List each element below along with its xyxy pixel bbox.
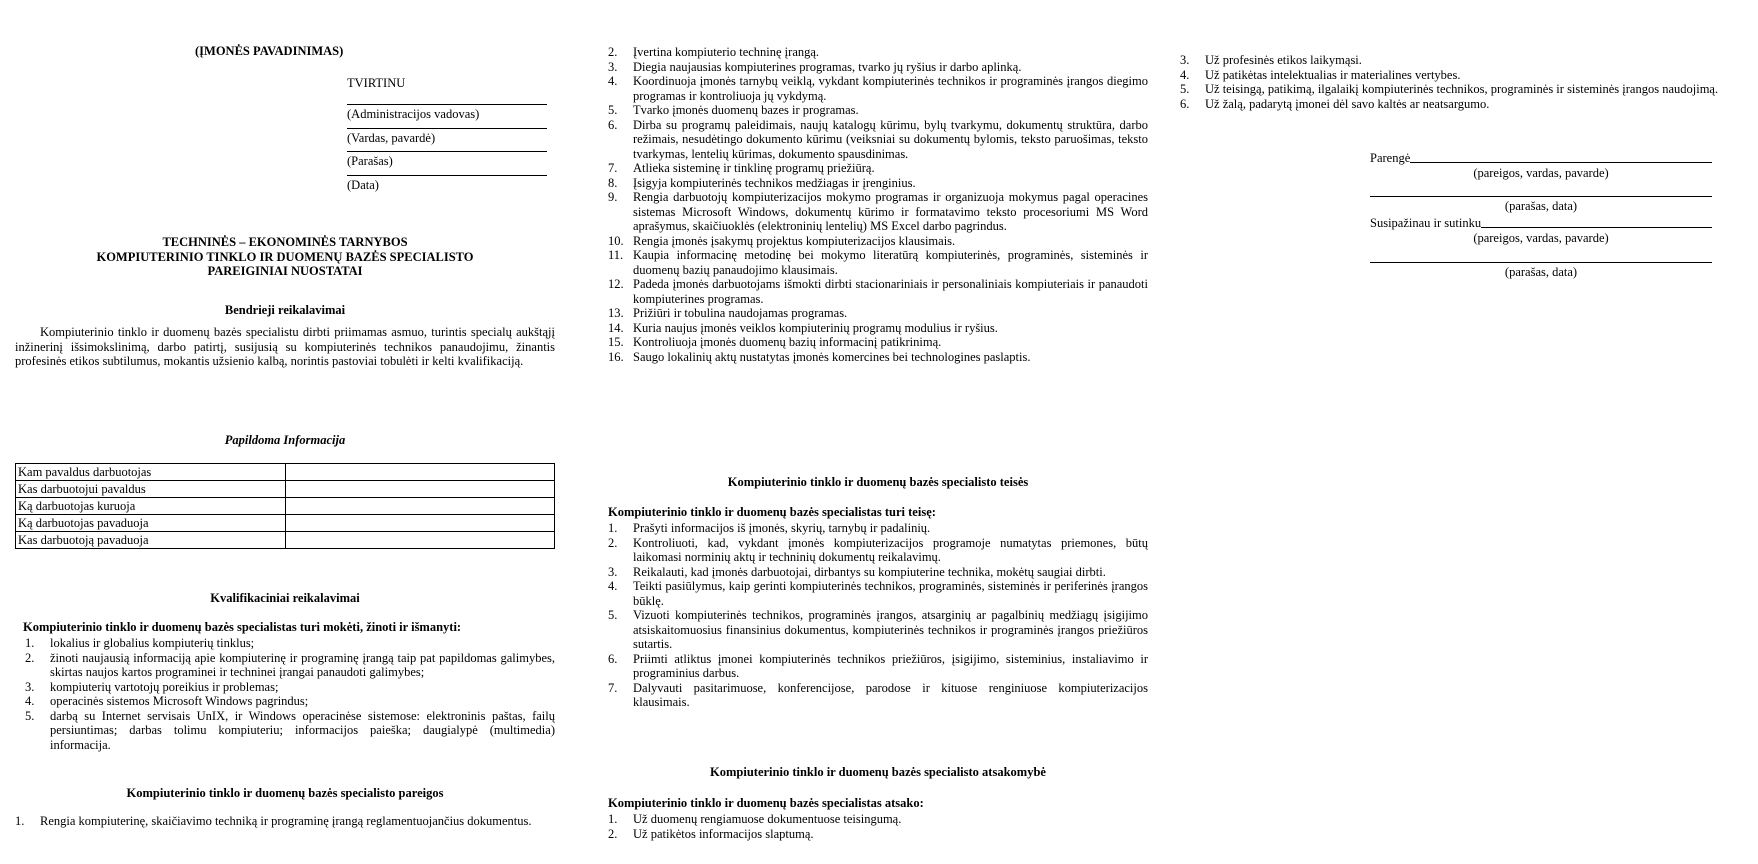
duty-item: [608, 60, 1148, 75]
list-text: Reikalauti, kad įmonės darbuotojai, dirbantys su kompiuterine technika, mokėtų saugiai dirbti.: [633, 564, 1106, 579]
additional-info-table: [15, 463, 555, 549]
responsibility-item: [608, 812, 1148, 827]
list-text: Kaupia informacinę metodinę bei mokymo literatūrą kompiuterinės, programinės, sisteminės ir duomenų bazių panaudojimo klausimais.: [633, 248, 1148, 277]
info-value: [286, 532, 555, 549]
list-number: 14.: [608, 320, 624, 335]
list-number: 3.: [25, 679, 35, 694]
list-text: Padeda įmonės darbuotojams išmokti dirbti stacionariniais ir personaliniais kompiuteriais ir panaudoti kompiuterines programas.: [633, 277, 1148, 306]
list-text: Atlieka sisteminę ir tinklinę programų priežiūrą.: [633, 161, 875, 175]
responsibility-list-continued: [1180, 53, 1720, 111]
list-number: 5.: [608, 103, 618, 117]
list-number: 8.: [608, 175, 618, 190]
agreed-label: Susipažinau ir sutinku: [1370, 216, 1482, 230]
list-number: 4.: [608, 74, 618, 88]
general-text: Kompiuterinio tinklo ir duomenų bazės specialistu dirbti priimamas asmuo, turintis specialų aukštąjį inžinerinį išsimokslinimą, darbo patirtį, susijusią su kompiuterinės technikos panaudojimu, žinantis profesinės etikos subtilumus, mokantis užsienio kalbą, norintis pastoviai tobulėti ir kelti kvalifikaciją.: [15, 325, 555, 368]
list-text: Rengia įmonės įsakymų projektus kompiuterizacijos klausimais.: [633, 233, 956, 248]
right-item: [608, 565, 1148, 580]
list-number: 6.: [608, 651, 618, 666]
list-text: Už profesinės etikos laikymąsi.: [1205, 53, 1362, 67]
qualification-item: [25, 636, 555, 651]
list-number: 1.: [608, 812, 618, 826]
duty-item: [15, 814, 555, 829]
info-value: [286, 481, 555, 498]
list-text: Dalyvauti pasitarimuose, konferencijose, parodose ir kituose renginiuose kompiuterizacijos klausimais.: [633, 680, 1148, 709]
list-text: Tvarko įmonės duomenų bazes ir programas.: [633, 103, 859, 117]
list-text: Vizuoti kompiuterinės technikos, programinės įrangos, atsarginių ar pagalbinių medžiagų įsigijimo atsiskaitomuosius finansinius dokumentus, kompiuterinės technikos ir programinės įrangos priežiūros sutartis.: [633, 608, 1148, 651]
list-number: 9.: [608, 190, 618, 204]
list-text: Kontroliuoti, kad, vykdant įmonės kompiuterizacijos programoje numatytas priemones, būtų laikomasi norminių aktų ir techninių dokumentų reikalavimų.: [633, 535, 1148, 564]
qualification-item: [25, 709, 555, 753]
prepared-signature-block: [1370, 151, 1712, 180]
agreed-caption: (pareigos, vardas, pavarde): [1473, 230, 1609, 245]
list-number: 15.: [608, 335, 624, 349]
right-item: [608, 536, 1148, 565]
table-row: [16, 532, 555, 549]
responsibility-list: [608, 812, 1148, 841]
additional-heading: Papildoma Informacija: [224, 433, 346, 447]
signature-line: [1410, 151, 1712, 163]
qualification-heading: Kvalifikaciniai reikalavimai: [210, 591, 360, 605]
list-number: 13.: [608, 306, 624, 320]
title-line-1: TECHNINĖS – EKONOMINĖS TARNYBOS: [162, 235, 408, 249]
list-text: Rengia darbuotojų kompiuterizacijos mokymo programas ir organizuoja mokymus pagal operacines sistemas Microsoft Windows, dokumentų kūrimo ir formatavimo teksto procesoriumi MS Word aprašymus, skaičiuoklės (elektroninių lentelių) MS Excel darbo pagrindus.: [633, 190, 1148, 233]
signature-line: [1481, 216, 1712, 228]
responsibility-item: [1180, 68, 1720, 83]
list-text: Kontroliuoja įmonės duomenų bazių informacinį patikrinimą.: [633, 335, 942, 349]
rights-subheading: Kompiuterinio tinklo ir duomenų bazės specialistas turi teisę:: [608, 505, 936, 519]
list-number: 1.: [608, 521, 618, 535]
signature-line: [1370, 196, 1712, 197]
duty-item: [608, 277, 1148, 306]
signature-line: [1370, 262, 1712, 263]
list-number: 4.: [608, 579, 618, 593]
right-item: [608, 579, 1148, 608]
document-title: [15, 235, 555, 279]
prepared-sign-date: [1370, 196, 1712, 214]
qualification-item: [25, 694, 555, 709]
list-number: 3.: [1180, 53, 1190, 67]
info-label: Kam pavaldus darbuotojas: [16, 464, 286, 481]
info-label: Ką darbuotojas pavaduoja: [16, 515, 286, 532]
right-item: [608, 652, 1148, 681]
list-number: 6.: [608, 117, 618, 132]
signature-line: [347, 128, 547, 129]
responsibility-heading: Kompiuterinio tinklo ir duomenų bazės specialisto atsakomybė: [710, 765, 1046, 779]
list-text: Už patikėtas intelektualias ir materialines vertybes.: [1205, 67, 1461, 82]
qualification-item: [25, 651, 555, 680]
right-item: [608, 681, 1148, 710]
list-text: Prašyti informacijos iš įmonės, skyrių, tarnybų ir padalinių.: [633, 521, 931, 535]
qualification-item: [25, 680, 555, 695]
duty-item: [608, 118, 1148, 162]
list-number: 1.: [15, 814, 25, 828]
list-text: Dirba su programų paleidimais, naujų katalogų kūrimu, bylų tvarkymu, dokumentų struktūra, darbo režimais, nesudėtingo dokumento kūrimu (veiksniai su dokumentų bylomis, teksto paruošimas, teksto tvarkymas, lentelių kūrimas, dokumento spausdinimas.: [633, 117, 1148, 161]
list-text: Už teisingą, patikimą, ilgalaikį kompiuterinės technikos, programinės ir sisteminės įrangos naudojimą.: [1205, 82, 1719, 96]
company-name: (ĮMONĖS PAVADINIMAS): [195, 44, 344, 58]
list-number: 5.: [25, 708, 35, 723]
list-text: kompiuterių vartotojų poreikius ir problemas;: [50, 679, 279, 694]
sign-field-name: (Vardas, pavardė): [347, 130, 436, 145]
list-text: lokalius ir globalius kompiuterių tinklus;: [50, 636, 255, 650]
duty-item: [608, 74, 1148, 103]
list-text: Teikti pasiūlymus, kaip gerinti kompiuterinės technikos, programinės, sisteminės ir periferinės įrangos būklę.: [633, 579, 1148, 608]
list-text: Prižiūri ir tobulina naudojamas programas.: [633, 306, 848, 320]
list-number: 5.: [1180, 82, 1190, 96]
prepared-sign-caption: (parašas, data): [1504, 199, 1578, 213]
info-label: Ką darbuotojas kuruoja: [16, 498, 286, 515]
list-number: 7.: [608, 680, 618, 695]
qualification-list: [25, 636, 555, 752]
list-number: 16.: [608, 349, 624, 364]
list-text: Diegia naujausias kompiuterines programas, tvarko jų ryšius ir darbo aplinką.: [633, 59, 1022, 74]
sign-block: [347, 96, 547, 192]
title-line-2: KOMPIUTERINIO TINKLO IR DUOMENŲ BAZĖS SPECIALISTO: [96, 249, 474, 264]
prepared-label: Parengė: [1370, 151, 1411, 165]
info-label: Kas darbuotojui pavaldus: [16, 481, 286, 498]
list-number: 11.: [608, 248, 624, 262]
list-text: Už patikėtos informacijos slaptumą.: [633, 826, 814, 841]
table-row: [16, 498, 555, 515]
list-number: 1.: [25, 636, 35, 650]
list-number: 4.: [1180, 67, 1190, 82]
duties-heading: Kompiuterinio tinklo ir duomenų bazės specialisto pareigos: [126, 786, 444, 800]
duties-list-continued: [608, 45, 1148, 364]
right-item: [608, 608, 1148, 652]
list-number: 5.: [608, 608, 618, 622]
list-text: Įsigyja kompiuterinės technikos medžiagas ir įrenginius.: [633, 175, 916, 190]
responsibility-item: [1180, 97, 1720, 112]
table-row: [16, 515, 555, 532]
list-number: 6.: [1180, 96, 1190, 111]
list-text: Saugo lokalinių aktų nustatytas įmonės komercines bei technologines paslaptis.: [633, 349, 1031, 364]
list-number: 12.: [608, 277, 624, 291]
signature-line: [347, 104, 547, 105]
agreed-sign-date: [1370, 262, 1712, 280]
list-text: Įvertina kompiuterio techninę įrangą.: [633, 45, 820, 59]
list-text: darbą su Internet servisais UnIX, ir Windows operacinėse sistemose: elektroninis paštas, failų persiuntimas; darbas tolimu kompiuteriu; informacijos paieška; daugialypė (multimedia) informacija.: [50, 708, 555, 752]
list-number: 2.: [608, 535, 618, 550]
table-row: [16, 464, 555, 481]
right-item: [608, 521, 1148, 536]
list-text: Už duomenų rengiamuose dokumentuose teisingumą.: [633, 812, 902, 826]
duty-item: [608, 176, 1148, 191]
responsibility-item: [608, 827, 1148, 842]
list-text: Koordinuoja įmonės tarnybų veiklą, vykdant kompiuterinės technikos ir programinės įrangos diegimo programas ir kontroliuoja jų vykdymą.: [633, 74, 1148, 103]
list-text: operacinės sistemos Microsoft Windows pagrindus;: [50, 694, 309, 708]
agreed-signature-block: [1370, 216, 1712, 245]
list-number: 3.: [608, 564, 618, 579]
approve-label: TVIRTINU: [347, 76, 406, 90]
duty-item: [608, 350, 1148, 365]
agreed-sign-caption: (parašas, data): [1504, 265, 1578, 279]
table-row: [16, 481, 555, 498]
info-value: [286, 498, 555, 515]
general-heading: Bendrieji reikalavimai: [224, 303, 346, 317]
list-number: 2.: [25, 650, 35, 665]
list-text: Rengia kompiuterinę, skaičiavimo techniką ir programinę įrangą reglamentuojančius dokumentus.: [40, 814, 532, 828]
prepared-caption: (pareigos, vardas, pavarde): [1473, 165, 1609, 180]
duties-list: [15, 814, 555, 829]
sign-field-date: (Data): [347, 177, 379, 192]
duty-item: [608, 248, 1148, 277]
list-number: 3.: [608, 59, 618, 74]
info-value: [286, 515, 555, 532]
sign-field-signature: (Parašas): [347, 154, 393, 168]
qualification-subheading: Kompiuterinio tinklo ir duomenų bazės specialistas turi mokėti, žinoti ir išmanyti:: [23, 620, 462, 634]
signature-line: [347, 151, 547, 152]
duty-item: [608, 45, 1148, 60]
responsibility-subheading: Kompiuterinio tinklo ir duomenų bazės specialistas atsako:: [608, 796, 924, 810]
duty-item: [608, 335, 1148, 350]
list-number: 2.: [608, 45, 618, 59]
sign-field-admin: (Administracijos vadovas): [347, 107, 480, 121]
title-line-3: PAREIGINIAI NUOSTATAI: [207, 264, 363, 278]
responsibility-item: [1180, 53, 1720, 68]
duty-item: [608, 306, 1148, 321]
info-value: [286, 464, 555, 481]
list-text: Kuria naujus įmonės veiklos kompiuterinių programų modulius ir ryšius.: [633, 320, 998, 335]
duty-item: [608, 234, 1148, 249]
duty-item: [608, 321, 1148, 336]
duty-item: [608, 190, 1148, 234]
list-number: 7.: [608, 161, 618, 175]
list-text: žinoti naujausią informaciją apie kompiuterinę ir programinę įrangą taip pat papildomas galimybes, skirtas naujos kartos programinei ir techninei įrangai panaudoti galimybes;: [50, 650, 555, 679]
duty-item: [608, 103, 1148, 118]
list-number: 4.: [25, 694, 35, 708]
list-text: Už žalą, padarytą įmonei dėl savo kaltės ar neatsargumo.: [1205, 96, 1490, 111]
list-text: Priimti atliktus įmonei kompiuterinės technikos priežiūros, įsigijimo, sisteminius, instaliavimo ir programinius darbus.: [633, 651, 1148, 680]
rights-heading: Kompiuterinio tinklo ir duomenų bazės specialisto teisės: [727, 475, 1029, 489]
info-label: Kas darbuotoją pavaduoja: [16, 532, 286, 549]
rights-list: [608, 521, 1148, 710]
duty-item: [608, 161, 1148, 176]
list-number: 10.: [608, 233, 624, 248]
signature-line: [347, 175, 547, 176]
responsibility-item: [1180, 82, 1720, 97]
list-number: 2.: [608, 826, 618, 841]
